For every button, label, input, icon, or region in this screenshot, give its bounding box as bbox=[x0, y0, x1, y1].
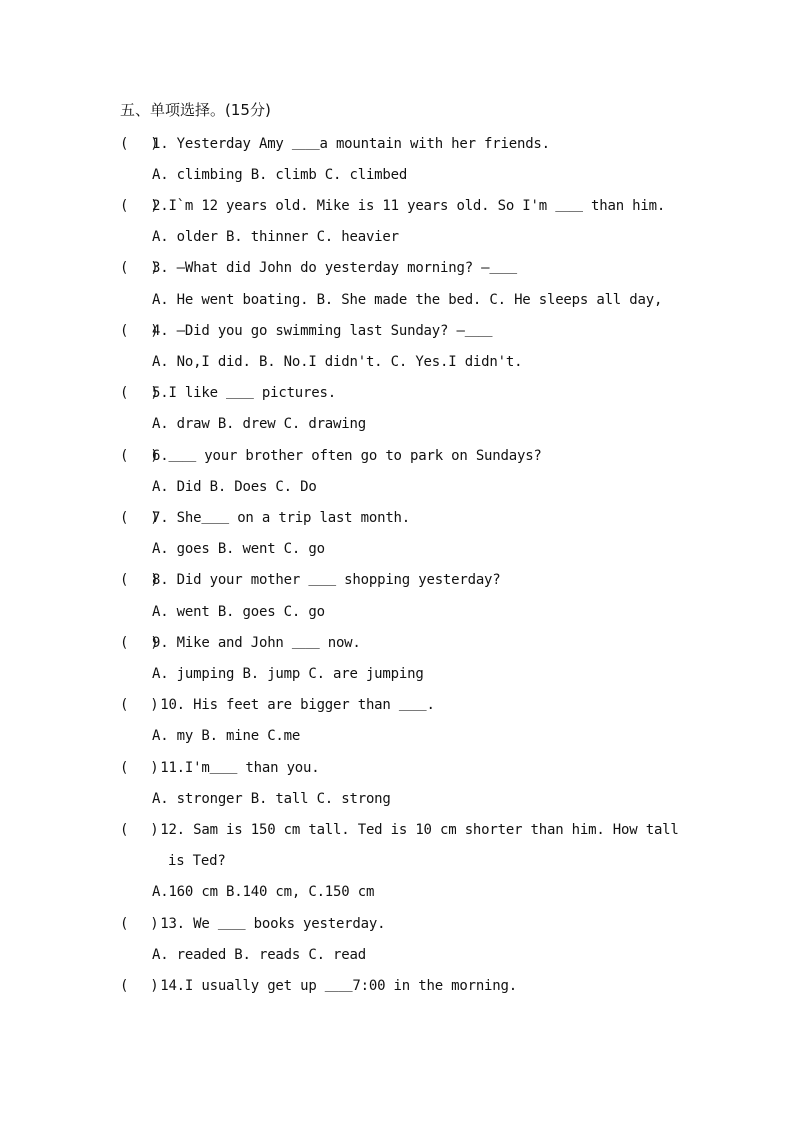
question-2-options: A. older B. thinner C. heavier bbox=[152, 229, 399, 245]
question-14 bbox=[120, 977, 517, 995]
answer-paren: ( ) bbox=[120, 510, 159, 526]
question-9-options: A. jumping B. jump C. are jumping bbox=[152, 666, 424, 682]
question-12-options: A.160 cm B.140 cm, C.150 cm bbox=[152, 884, 375, 900]
question-6 bbox=[120, 447, 542, 465]
answer-paren: ( ) bbox=[120, 572, 159, 588]
question-11 bbox=[120, 759, 320, 777]
answer-paren: ( ) bbox=[120, 448, 159, 464]
question-text: 1. Yesterday Amy ＿＿a mountain with her friends. bbox=[152, 136, 550, 152]
answer-paren: ( ) bbox=[120, 760, 159, 776]
answer-paren: ( ) bbox=[120, 323, 159, 339]
answer-paren: ( ) bbox=[120, 260, 159, 276]
question-text: 4. —Did you go swimming last Sunday? —＿＿ bbox=[152, 323, 493, 339]
question-text: 3. —What did John do yesterday morning? —＿＿ bbox=[152, 260, 517, 276]
answer-paren: ( ) bbox=[120, 697, 159, 713]
answer-paren: ( ) bbox=[120, 385, 159, 401]
question-7-options: A. goes B. went C. go bbox=[152, 541, 325, 557]
question-7 bbox=[120, 509, 410, 527]
question-text: 12. Sam is 150 cm tall. Ted is 10 cm shorter than him. How tall bbox=[152, 822, 679, 838]
question-12 bbox=[120, 821, 679, 839]
answer-paren: ( ) bbox=[120, 822, 159, 838]
question-1 bbox=[120, 135, 550, 153]
question-1-options: A. climbing B. climb C. climbed bbox=[152, 167, 408, 183]
question-text: 7. She＿＿ on a trip last month. bbox=[152, 510, 411, 526]
answer-paren: ( ) bbox=[120, 198, 159, 214]
answer-paren: ( ) bbox=[120, 978, 159, 994]
question-text: 14.I usually get up ＿＿7:00 in the morning. bbox=[152, 978, 517, 994]
question-text: 2.I`m 12 years old. Mike is 11 years old. So I'm ＿＿ than him. bbox=[152, 198, 666, 214]
answer-paren: ( ) bbox=[120, 136, 159, 152]
answer-paren: ( ) bbox=[120, 635, 159, 651]
question-2 bbox=[120, 197, 665, 215]
question-text: 5.I like ＿＿ pictures. bbox=[152, 385, 336, 401]
question-8-options: A. went B. goes C. go bbox=[152, 604, 325, 620]
question-5-options: A. draw B. drew C. drawing bbox=[152, 416, 366, 432]
question-text: 8. Did your mother ＿＿ shopping yesterday? bbox=[152, 572, 501, 588]
question-13-options: A. readed B. reads C. read bbox=[152, 947, 366, 963]
question-6-options: A. Did B. Does C. Do bbox=[152, 479, 317, 495]
question-4-options: A. No,I did. B. No.I didn't. C. Yes.I didn't. bbox=[152, 354, 523, 370]
question-12-continuation: is Ted? bbox=[168, 853, 226, 869]
question-text: 11.I'm＿＿ than you. bbox=[152, 760, 320, 776]
answer-paren: ( ) bbox=[120, 916, 159, 932]
question-4 bbox=[120, 322, 492, 340]
question-text: 6.＿＿ your brother often go to park on Sundays? bbox=[152, 448, 542, 464]
question-10-options: A. my B. mine C.me bbox=[152, 728, 301, 744]
question-8 bbox=[120, 571, 501, 589]
section-heading: 五、单项选择。(15分) bbox=[120, 101, 271, 119]
question-text: 13. We ＿＿ books yesterday. bbox=[152, 916, 386, 932]
question-text: 10. His feet are bigger than ＿＿. bbox=[152, 697, 435, 713]
question-11-options: A. stronger B. tall C. strong bbox=[152, 791, 391, 807]
question-text: 9. Mike and John ＿＿ now. bbox=[152, 635, 361, 651]
question-10 bbox=[120, 696, 435, 714]
question-13 bbox=[120, 915, 385, 933]
question-9 bbox=[120, 634, 361, 652]
question-3-options: A. He went boating. B. She made the bed. C. He sleeps all day, bbox=[152, 292, 663, 308]
question-3 bbox=[120, 259, 517, 277]
question-5 bbox=[120, 384, 336, 402]
